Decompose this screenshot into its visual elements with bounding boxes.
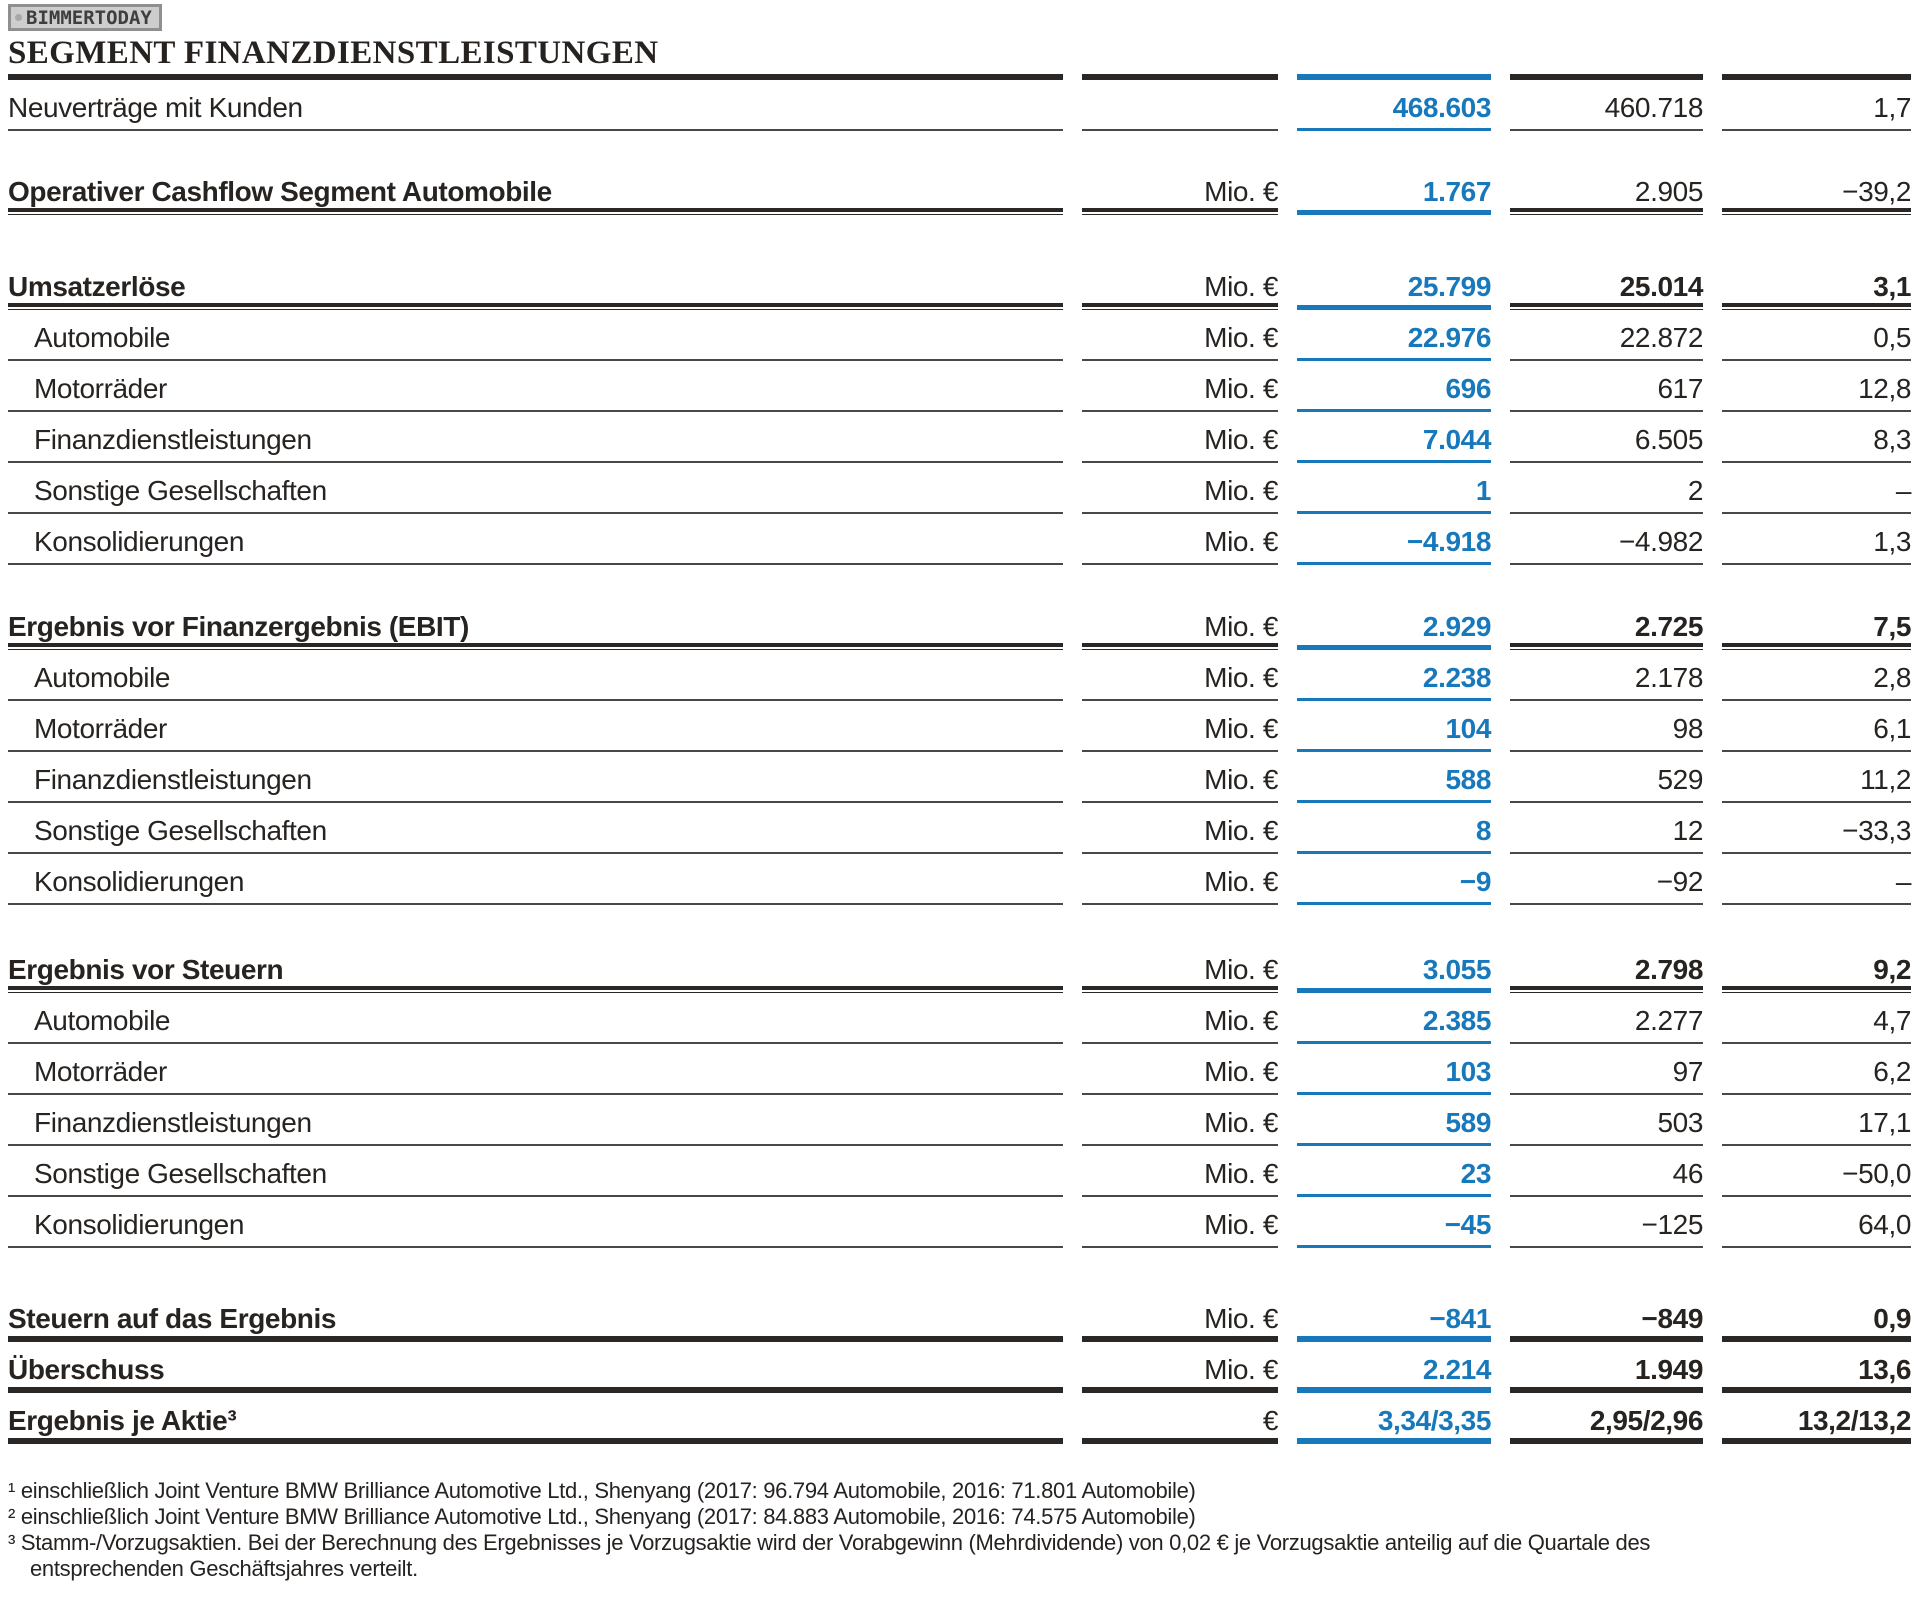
value-change-pct: –	[1722, 854, 1911, 905]
row-unit: Mio. €	[1082, 1146, 1278, 1197]
row-unit: Mio. €	[1082, 599, 1278, 650]
table-row	[8, 1291, 1911, 1342]
row-label: Finanzdienstleistungen	[8, 752, 1063, 803]
value-current: 2.929	[1297, 599, 1491, 650]
value-current: −9	[1297, 854, 1491, 905]
table-row	[8, 752, 1911, 803]
value-change-pct: 1,3	[1722, 514, 1911, 565]
row-label: Sonstige Gesellschaften	[8, 803, 1063, 854]
row-label: Ergebnis je Aktie³	[8, 1393, 1063, 1444]
row-unit: Mio. €	[1082, 1291, 1278, 1342]
table-row	[8, 942, 1911, 993]
value-current: 1	[1297, 463, 1491, 514]
table-row	[8, 854, 1911, 905]
table-row	[8, 1197, 1911, 1248]
value-change-pct: −39,2	[1722, 164, 1911, 215]
row-unit: Mio. €	[1082, 1197, 1278, 1248]
table-row	[8, 803, 1911, 854]
row-label: Motorräder	[8, 361, 1063, 412]
row-unit: Mio. €	[1082, 1044, 1278, 1095]
row-unit: Mio. €	[1082, 650, 1278, 701]
table-row	[8, 463, 1911, 514]
footnote-2: ² einschließlich Joint Venture BMW Brilliance Automotive Ltd., Shenyang (2017: 84.883 Automobile, 2016: 74.575 Automobile)	[8, 1504, 1196, 1529]
row-label: Sonstige Gesellschaften	[8, 1146, 1063, 1197]
value-change-pct: 0,5	[1722, 310, 1911, 361]
value-previous: 1.949	[1510, 1342, 1703, 1393]
value-previous: −849	[1510, 1291, 1703, 1342]
row-label: Steuern auf das Ergebnis	[8, 1291, 1063, 1342]
value-change-pct: 13,6	[1722, 1342, 1911, 1393]
value-change-pct: 0,9	[1722, 1291, 1911, 1342]
row-unit: €	[1082, 1393, 1278, 1444]
value-change-pct: 9,2	[1722, 942, 1911, 993]
table-row	[8, 599, 1911, 650]
value-current: 25.799	[1297, 259, 1491, 310]
table-row	[8, 1146, 1911, 1197]
value-current: −4.918	[1297, 514, 1491, 565]
value-current: 2.214	[1297, 1342, 1491, 1393]
row-label: Ergebnis vor Finanzergebnis (EBIT)	[8, 599, 1063, 650]
value-previous: 529	[1510, 752, 1703, 803]
row-unit: Mio. €	[1082, 942, 1278, 993]
value-current: 7.044	[1297, 412, 1491, 463]
value-change-pct: 8,3	[1722, 412, 1911, 463]
value-change-pct: 11,2	[1722, 752, 1911, 803]
row-label: Konsolidierungen	[8, 514, 1063, 565]
table-row	[8, 1342, 1911, 1393]
value-previous: 2.725	[1510, 599, 1703, 650]
value-current: 103	[1297, 1044, 1491, 1095]
value-previous: 97	[1510, 1044, 1703, 1095]
value-previous: 12	[1510, 803, 1703, 854]
row-unit: Mio. €	[1082, 361, 1278, 412]
row-label: Ergebnis vor Steuern	[8, 942, 1063, 993]
value-previous: 2.277	[1510, 993, 1703, 1044]
value-previous: 2,95/2,96	[1510, 1393, 1703, 1444]
row-label: Neuverträge mit Kunden	[8, 80, 1063, 131]
row-unit: Mio. €	[1082, 164, 1278, 215]
value-change-pct: −33,3	[1722, 803, 1911, 854]
value-current: 3.055	[1297, 942, 1491, 993]
value-change-pct: –	[1722, 463, 1911, 514]
row-label: Umsatzerlöse	[8, 259, 1063, 310]
value-change-pct: 1,7	[1722, 80, 1911, 131]
value-previous: 6.505	[1510, 412, 1703, 463]
value-change-pct: 2,8	[1722, 650, 1911, 701]
value-current: 588	[1297, 752, 1491, 803]
value-change-pct: 12,8	[1722, 361, 1911, 412]
table-row	[8, 259, 1911, 310]
row-unit: Mio. €	[1082, 803, 1278, 854]
row-unit: Mio. €	[1082, 463, 1278, 514]
row-label: Sonstige Gesellschaften	[8, 463, 1063, 514]
value-change-pct: 6,1	[1722, 701, 1911, 752]
value-current: 3,34/3,35	[1297, 1393, 1491, 1444]
bimmertoday-watermark	[8, 4, 162, 31]
value-previous: −92	[1510, 854, 1703, 905]
footnote-3-continuation: entsprechenden Geschäftsjahres verteilt.	[30, 1556, 418, 1581]
value-previous: 2.905	[1510, 164, 1703, 215]
logo-text: BIMMERTODAY	[26, 6, 152, 29]
value-current: 2.385	[1297, 993, 1491, 1044]
value-change-pct: 64,0	[1722, 1197, 1911, 1248]
footnote-3: ³ Stamm-/Vorzugsaktien. Bei der Berechnung des Ergebnisses je Vorzugsaktie wird der Vorabgewinn (Mehrdividende) von 0,02 € je Vorzugsaktie anteilig auf die Quartale des	[8, 1530, 1651, 1555]
row-label: Finanzdienstleistungen	[8, 412, 1063, 463]
footnotes	[8, 1478, 1911, 1582]
table-row	[8, 1044, 1911, 1095]
row-label: Motorräder	[8, 1044, 1063, 1095]
table-row	[8, 650, 1911, 701]
value-previous: 25.014	[1510, 259, 1703, 310]
row-label: Automobile	[8, 650, 1063, 701]
table-row	[8, 412, 1911, 463]
value-change-pct: 4,7	[1722, 993, 1911, 1044]
value-previous: 98	[1510, 701, 1703, 752]
value-previous: −4.982	[1510, 514, 1703, 565]
value-previous: 2.178	[1510, 650, 1703, 701]
row-label: Operativer Cashflow Segment Automobile	[8, 164, 1063, 215]
table-row	[8, 80, 1911, 131]
value-current: 23	[1297, 1146, 1491, 1197]
row-unit: Mio. €	[1082, 412, 1278, 463]
value-previous: 2.798	[1510, 942, 1703, 993]
logo-dot-icon	[15, 14, 22, 21]
value-current: 8	[1297, 803, 1491, 854]
value-current: 2.238	[1297, 650, 1491, 701]
value-change-pct: 3,1	[1722, 259, 1911, 310]
value-change-pct: 7,5	[1722, 599, 1911, 650]
row-unit: Mio. €	[1082, 310, 1278, 361]
value-current: 468.603	[1297, 80, 1491, 131]
row-label: Automobile	[8, 993, 1063, 1044]
row-unit: Mio. €	[1082, 1342, 1278, 1393]
row-unit: Mio. €	[1082, 701, 1278, 752]
row-label: Konsolidierungen	[8, 854, 1063, 905]
page-title: SEGMENT FINANZDIENSTLEISTUNGEN	[8, 35, 659, 71]
value-previous: 2	[1510, 463, 1703, 514]
row-label: Finanzdienstleistungen	[8, 1095, 1063, 1146]
value-change-pct: 6,2	[1722, 1044, 1911, 1095]
table-row	[8, 993, 1911, 1044]
value-previous: 46	[1510, 1146, 1703, 1197]
row-unit: Mio. €	[1082, 993, 1278, 1044]
value-previous: 22.872	[1510, 310, 1703, 361]
table-row	[8, 164, 1911, 215]
row-label: Überschuss	[8, 1342, 1063, 1393]
row-unit	[1082, 80, 1278, 131]
row-unit: Mio. €	[1082, 514, 1278, 565]
value-current: 696	[1297, 361, 1491, 412]
row-unit: Mio. €	[1082, 854, 1278, 905]
value-previous: 503	[1510, 1095, 1703, 1146]
table-row	[8, 1393, 1911, 1444]
table-row	[8, 1095, 1911, 1146]
value-previous: −125	[1510, 1197, 1703, 1248]
row-unit: Mio. €	[1082, 1095, 1278, 1146]
value-current: −841	[1297, 1291, 1491, 1342]
value-current: 104	[1297, 701, 1491, 752]
table-row	[8, 361, 1911, 412]
row-label: Automobile	[8, 310, 1063, 361]
value-change-pct: 13,2/13,2	[1722, 1393, 1911, 1444]
value-current: 589	[1297, 1095, 1491, 1146]
row-label: Konsolidierungen	[8, 1197, 1063, 1248]
value-previous: 460.718	[1510, 80, 1703, 131]
row-unit: Mio. €	[1082, 259, 1278, 310]
table-row	[8, 701, 1911, 752]
row-unit: Mio. €	[1082, 752, 1278, 803]
value-change-pct: 17,1	[1722, 1095, 1911, 1146]
table-row	[8, 310, 1911, 361]
value-previous: 617	[1510, 361, 1703, 412]
value-current: −45	[1297, 1197, 1491, 1248]
row-label: Motorräder	[8, 701, 1063, 752]
value-change-pct: −50,0	[1722, 1146, 1911, 1197]
value-current: 22.976	[1297, 310, 1491, 361]
footnote-1: ¹ einschließlich Joint Venture BMW Brilliance Automotive Ltd., Shenyang (2017: 96.794 Automobile, 2016: 71.801 Automobile)	[8, 1478, 1196, 1503]
table-row	[8, 514, 1911, 565]
value-current: 1.767	[1297, 164, 1491, 215]
